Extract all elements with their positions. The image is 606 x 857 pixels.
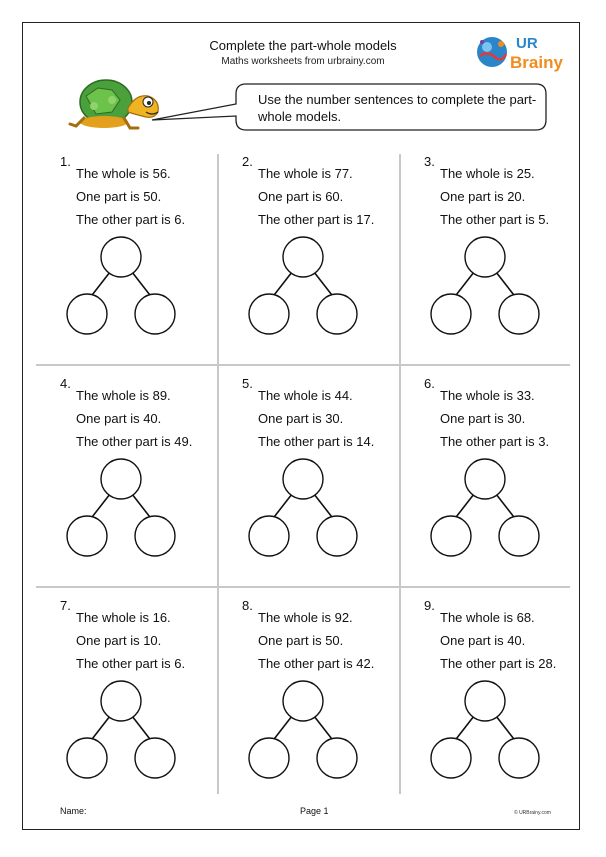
globe-icon <box>477 37 507 67</box>
part-circle-right[interactable] <box>135 294 175 334</box>
part-whole-model <box>66 458 176 558</box>
part-circle-left[interactable] <box>249 738 289 778</box>
part-whole-model <box>248 236 358 336</box>
part-circle-right[interactable] <box>135 516 175 556</box>
whole-statement: The whole is 25. <box>440 166 535 181</box>
question-cell <box>402 374 580 596</box>
other-part-statement: The other part is 28. <box>440 656 557 671</box>
part-circle-left[interactable] <box>249 516 289 556</box>
part-circle-right[interactable] <box>317 294 357 334</box>
part-statement: One part is 50. <box>258 633 344 648</box>
grid-divider-vertical <box>217 154 219 794</box>
part-circle-left[interactable] <box>67 738 107 778</box>
part-statement: One part is 20. <box>440 189 526 204</box>
whole-circle[interactable] <box>465 459 505 499</box>
question-number: 8. <box>242 598 253 613</box>
question-cell <box>402 596 580 818</box>
question-number: 6. <box>424 376 435 391</box>
urbrainy-logo <box>472 30 564 74</box>
part-circle-right[interactable] <box>499 516 539 556</box>
whole-circle[interactable] <box>283 237 323 277</box>
part-statement: One part is 30. <box>440 411 526 426</box>
page-title: Complete the part-whole models <box>209 38 397 53</box>
part-circle-left[interactable] <box>67 516 107 556</box>
part-whole-model <box>430 458 540 558</box>
part-whole-model <box>66 680 176 780</box>
question-number: 2. <box>242 154 253 169</box>
whole-statement: The whole is 16. <box>76 610 171 625</box>
other-part-statement: The other part is 42. <box>258 656 375 671</box>
logo-ur-text: UR <box>516 35 538 52</box>
whole-circle[interactable] <box>101 237 141 277</box>
other-part-statement: The other part is 6. <box>76 212 186 227</box>
whole-statement: The whole is 68. <box>440 610 535 625</box>
part-circle-left[interactable] <box>67 294 107 334</box>
question-cell <box>38 374 216 596</box>
whole-statement: The whole is 44. <box>258 388 353 403</box>
whole-circle[interactable] <box>101 459 141 499</box>
part-circle-right[interactable] <box>317 516 357 556</box>
part-statement: One part is 50. <box>76 189 162 204</box>
part-statement: One part is 60. <box>258 189 344 204</box>
page-subtitle: Maths worksheets from urbrainy.com <box>221 56 385 67</box>
other-part-statement: The other part is 49. <box>76 434 193 449</box>
copyright-text: © URBrainy.com <box>514 810 551 816</box>
whole-statement: The whole is 33. <box>440 388 535 403</box>
question-cell <box>220 596 398 818</box>
whole-statement: The whole is 89. <box>76 388 171 403</box>
part-circle-right[interactable] <box>499 294 539 334</box>
part-statement: One part is 40. <box>76 411 162 426</box>
question-cell <box>38 596 216 818</box>
part-statement: One part is 30. <box>258 411 344 426</box>
name-label: Name: <box>60 806 87 816</box>
question-number: 3. <box>424 154 435 169</box>
question-number: 1. <box>60 154 71 169</box>
whole-circle[interactable] <box>283 681 323 721</box>
question-number: 5. <box>242 376 253 391</box>
part-whole-model <box>430 680 540 780</box>
part-whole-model <box>66 236 176 336</box>
part-whole-model <box>248 680 358 780</box>
part-whole-model <box>248 458 358 558</box>
question-cell <box>402 152 580 374</box>
logo-brainy-text: Brainy <box>510 53 563 72</box>
part-whole-model <box>430 236 540 336</box>
question-number: 9. <box>424 598 435 613</box>
other-part-statement: The other part is 14. <box>258 434 375 449</box>
other-part-statement: The other part is 17. <box>258 212 375 227</box>
whole-statement: The whole is 56. <box>76 166 171 181</box>
part-statement: One part is 40. <box>440 633 526 648</box>
whole-circle[interactable] <box>465 681 505 721</box>
part-circle-left[interactable] <box>431 738 471 778</box>
other-part-statement: The other part is 5. <box>440 212 550 227</box>
whole-circle[interactable] <box>283 459 323 499</box>
grid-divider-vertical <box>399 154 401 794</box>
question-cell <box>220 152 398 374</box>
part-circle-left[interactable] <box>431 294 471 334</box>
question-number: 7. <box>60 598 71 613</box>
part-circle-right[interactable] <box>317 738 357 778</box>
whole-statement: The whole is 92. <box>258 610 353 625</box>
part-circle-left[interactable] <box>431 516 471 556</box>
other-part-statement: The other part is 3. <box>440 434 550 449</box>
whole-circle[interactable] <box>465 237 505 277</box>
part-statement: One part is 10. <box>76 633 162 648</box>
whole-circle[interactable] <box>101 681 141 721</box>
part-circle-left[interactable] <box>249 294 289 334</box>
other-part-statement: The other part is 6. <box>76 656 186 671</box>
instructions-text: Use the number sentences to complete the part-whole models. <box>258 92 537 124</box>
question-cell <box>38 152 216 374</box>
whole-statement: The whole is 77. <box>258 166 353 181</box>
part-circle-right[interactable] <box>499 738 539 778</box>
question-number: 4. <box>60 376 71 391</box>
part-circle-right[interactable] <box>135 738 175 778</box>
page-number: Page 1 <box>300 806 329 816</box>
question-cell <box>220 374 398 596</box>
